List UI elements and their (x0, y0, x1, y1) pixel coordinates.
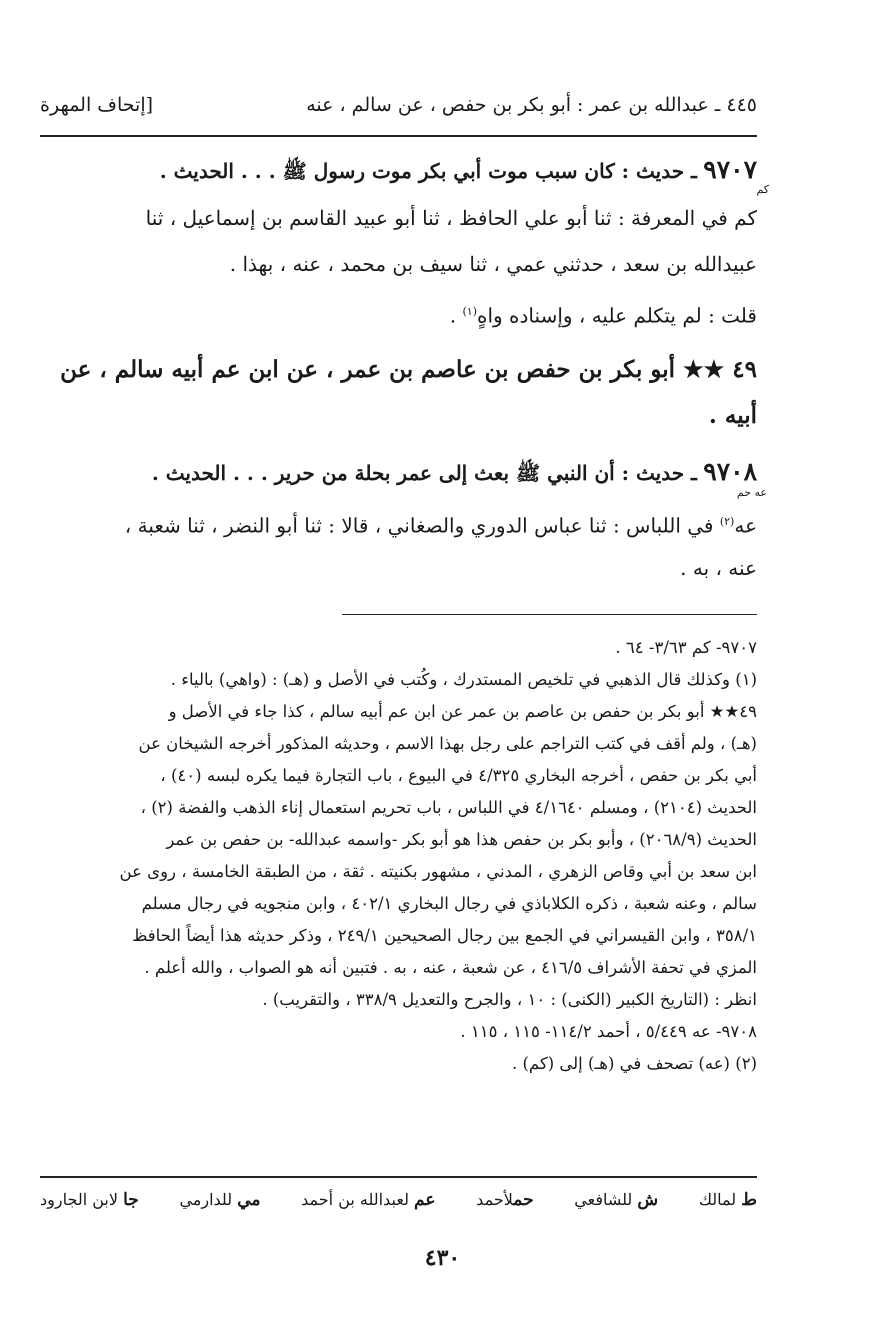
footnote-line: (١) وكذلك قال الذهبي في تلخيص المستدرك ، وكُتب في الأصل و (هـ) : (واهي) بالياء . (170, 670, 757, 689)
hadith-9707-line2: عبيدالله بن سعد ، حدثني عمي ، ثنا سيف بن محمد ، عنه ، بهذا . (229, 252, 757, 276)
legend-item (574, 1190, 658, 1210)
header-title: ٤٤٥ ـ عبدالله بن عمر : أبو بكر بن حفص ، عن سالم ، عنه (306, 94, 757, 116)
footnote-line: ٩٧٠٨- عه ٥/٤٤٩ ، أحمد ١١٤/٢- ١١٥ ، ١١٥ . (460, 1022, 757, 1041)
narrator-section-49-line1: ٤٩ ★★ أبو بكر بن حفص بن عاصم بن عمر ، عن ابن عم أبيه سالم ، عن (60, 356, 757, 383)
legend-text: للشافعي (574, 1190, 633, 1209)
footnote-line: ابن سعد بن أبي وقاص الزهري ، المدني ، مشهور بكنيته . ثقة ، من الطبقة الخامسة ، روى عن (119, 862, 757, 881)
footnote-line: الحديث (٢١٠٤) ، ومسلم ٤/١٦٤٠ في اللباس ، باب تحريم استعمال إناء الذهب والفضة (٢) ، (140, 798, 757, 817)
hadith-number: ٩٧٠٨ (703, 457, 757, 486)
hadith-9707-title (40, 150, 757, 191)
hadith-number: ٩٧٠٧ (703, 155, 757, 184)
hadith-9708-line2: عنه ، به . (680, 556, 757, 580)
footnotes (40, 632, 757, 1080)
legend-code: جا (123, 1190, 139, 1210)
running-header (40, 88, 757, 122)
footnote-line: المزي في تحفة الأشراف ٤١٦/٥ ، عن شعبة ، عنه ، به . فتبين أنه هو الصواب ، والله أعلم . (144, 958, 757, 977)
hadith-9708-title (40, 452, 757, 493)
footnote-line: الحديث (٢٠٦٨/٩) ، وأبو بكر بن حفص هذا هو أبو بكر -واسمه عبدالله- بن حفص بن عمر (166, 830, 757, 849)
legend-code: حم (513, 1190, 534, 1210)
footnote-line: (٢) (عه) تصحف في (هـ) إلى (كم) . (511, 1054, 757, 1073)
legend-item (699, 1190, 757, 1210)
footnote-line: (هـ) ، ولم أقف في كتب التراجم على رجل بهذا الاسم ، وحديثه المذكور أخرجه الشيخان عن (138, 734, 757, 753)
note-text: قلت : لم يتكلم عليه ، وإسناده واهٍ (477, 303, 757, 328)
hadith-9707-line1: كم في المعرفة : ثنا أبو علي الحافظ ، ثنا أبو عبيد القاسم بن إسماعيل ، ثنا (145, 206, 757, 230)
footnote-separator (342, 614, 757, 615)
legend-item (301, 1190, 435, 1210)
footnote-line: أبي بكر بن حفص ، أخرجه البخاري ٤/٣٢٥ في البيوع ، باب التجارة فيما يكره لبسه (٤٠) ، (160, 766, 757, 785)
hadith-label: ـ حديث : كان سبب موت أبي بكر موت رسول ﷺ . . . الحديث . (159, 159, 697, 183)
note-end: . (449, 303, 463, 328)
narrator-section-49-line2: أبيه . (708, 402, 757, 429)
source-abbr: عه حم (736, 486, 767, 499)
chain-text: في اللباس : ثنا عباس الدوري والصغاني ، قالا : ثنا أبو النضر ، ثنا شعبة ، (124, 513, 720, 538)
source-prefix: عه (734, 513, 757, 538)
legend-text: لمالك (698, 1190, 737, 1209)
legend-text: لعبدالله بن أحمد (301, 1190, 409, 1209)
legend-text: لابن الجارود (40, 1190, 118, 1209)
legend-code: ط (741, 1190, 757, 1210)
legend-item (179, 1190, 260, 1210)
hadith-9707-note (40, 292, 757, 336)
header-book-name: [إتحاف المهرة (40, 94, 154, 116)
legend-text: للدارمي (179, 1190, 233, 1209)
legend-code: ش (637, 1190, 659, 1210)
legend-item (40, 1190, 139, 1210)
header-rule (40, 135, 757, 137)
legend-text: لأحمد (476, 1190, 514, 1209)
footnote-line: ٣٥٨/١ ، وابن القيسراني في الجمع بين رجال الصحيحين ٢٤٩/١ ، وذكر حديثه هذا أيضاً الحافظ (132, 926, 757, 945)
footnote-line: انظر : (التاريخ الكبير (الكنى) : ١٠ ، والجرح والتعديل ٣٣٨/٩ ، والتقريب) . (262, 990, 757, 1009)
legend-code: عم (414, 1190, 436, 1210)
legend-item (476, 1190, 533, 1210)
footnote-ref: (١) (462, 305, 477, 318)
footnote-ref: (٢) (719, 515, 735, 528)
footnote-line: ٩٧٠٧- كم ٣/٦٣- ٦٤ . (615, 638, 757, 657)
source-abbr: كم (756, 183, 769, 196)
footnote-line: سالم ، وعنه شعبة ، ذكره الكلاباذي في رجال البخاري ٤٠٢/١ ، وابن منجويه في رجال مسلم (141, 894, 757, 913)
legend-rule (40, 1176, 757, 1178)
hadith-9708-line1 (40, 502, 757, 546)
abbreviation-legend (40, 1190, 757, 1210)
hadith-label: ـ حديث : أن النبي ﷺ بعث إلى عمر بحلة من حرير . . . الحديث . (151, 461, 697, 485)
page-number: ٤٣٠ (424, 1245, 461, 1271)
footnote-line: ٤٩★★ أبو بكر بن حفص بن عاصم بن عمر عن ابن عم أبيه سالم ، كذا جاء في الأصل و (168, 702, 757, 721)
legend-code: مي (237, 1190, 261, 1210)
